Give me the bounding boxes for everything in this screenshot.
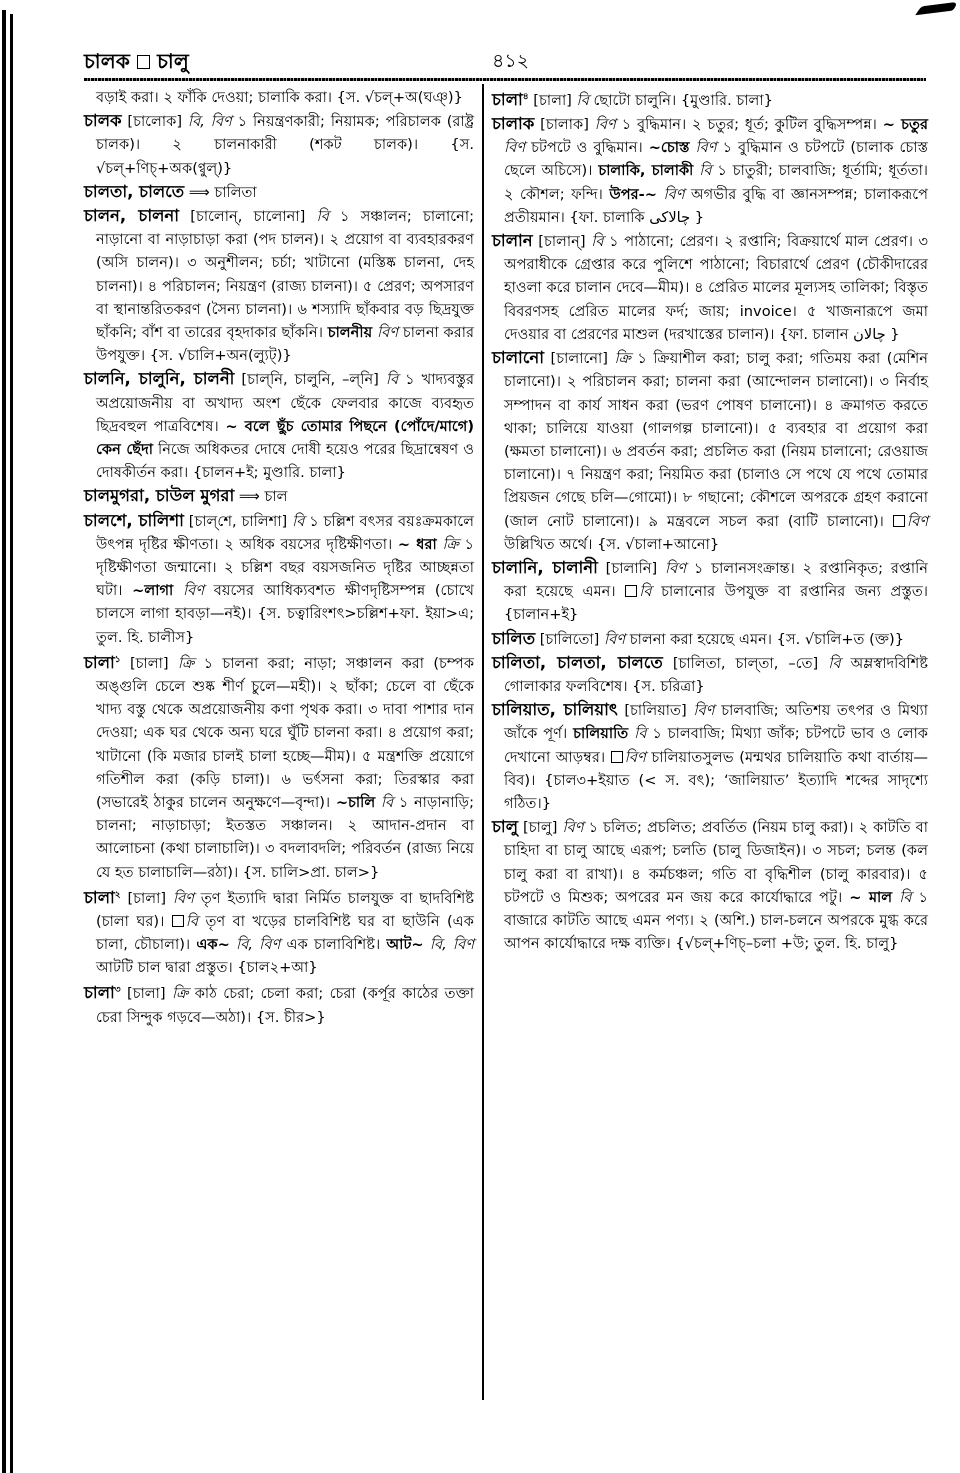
definition: চালিয়াতসুলভ (মন্মথর চালিয়াতি কথা বার্তায়—বিব)। {চাল৩+ইয়াত (< স. বৎ); ‘জালিয়াত’ ইত্যাদি শব্দের সাদৃশ্যে গঠিত।} [504, 748, 929, 812]
part-of-speech: ক্রি [177, 654, 195, 672]
pronunciation: [চালাক] [540, 116, 589, 134]
part-of-speech: বিণ [594, 116, 616, 134]
pronunciation: [চালা] [533, 91, 572, 109]
part-of-speech: বিণ [376, 324, 399, 342]
headword: চালিতা, চালতা, চালতে [492, 652, 663, 672]
left-column [84, 86, 474, 1029]
definition: ১ খাদ্যবস্তুর অপ্রয়োজনীয় বা অখাদ্য অংশ ছেঁকে ফেলবার কাজে ব্যবহৃত ছিদ্রবহুল পাত্রবিশেষ। [96, 371, 474, 435]
part-of-speech: ক্রি [614, 350, 631, 368]
definition: চালবাজি; অতিশয় তৎপর ও মিথ্যা জাঁকে পূর্ণ। [504, 702, 929, 743]
definition: নিজে অধিকতর দোষে দোষী হয়েও পরের ছিদ্রান্বেষণ ও দোষকীর্তন করা। {চালন+ই; মুণ্ডারি. চালা} [96, 441, 474, 482]
box-marker-icon [625, 585, 637, 597]
sub-entry: এক~ [196, 936, 230, 954]
definition: ১ বুদ্ধিমান ও চটপটে (চালাক চোস্ত ছেলে অচিসে)। [504, 139, 929, 180]
definition: ছোটো চালুনি। {মুণ্ডারি. চালা} [593, 91, 773, 109]
column-divider [482, 84, 484, 1400]
part-of-speech: বি [639, 583, 652, 601]
dictionary-entry [84, 884, 474, 980]
definition: ⟹ চাল [238, 488, 288, 506]
definition: চালানোর উপযুক্ত বা রপ্তানির জন্য প্রস্তুত। {চালান+ই} [504, 583, 929, 624]
definition: এক চালাবিশিষ্ট। [286, 936, 381, 954]
definition: ১ চাতুরী; চালবাজি; ধূর্তামি; ধূর্ততা। ২ কৌশল; ফন্দি। [504, 162, 929, 203]
homonym-number: ৪ [522, 92, 529, 102]
definition: কাঠ চেরা; চেলা করা; চেরা (কর্পূর কাঠের তক্তা চেরা সিন্দুক গড়বে—অঠা)। {স. চীর>} [96, 985, 475, 1026]
definition: ১ নিয়ন্ত্রণকারী; নিয়ামক; পরিচালক (রাষ্ট্র চালক)। ২ চালনাকারী (শকট চালক)। {স. √চল্‌+ণিচ্‌+অক(ণ্বুল্‌)} [96, 113, 474, 177]
dictionary-entry [492, 651, 928, 698]
headword: চালশে, চালিশা [84, 510, 184, 530]
pronunciation: [চালান্‌] [538, 233, 586, 251]
headword: চালা [492, 89, 523, 109]
dictionary-entry [492, 627, 928, 651]
part-of-speech: বি [185, 912, 199, 930]
guide-word-first: চালক [84, 49, 131, 73]
sub-entry: ~ চতুর [882, 116, 929, 134]
definition: ১ চালানসংক্রান্ত। ২ রপ্তানিকৃত; রপ্তানি করা হয়েছে এমন। [504, 559, 929, 601]
part-of-speech: বি [634, 725, 647, 743]
dictionary-entry [492, 112, 928, 229]
part-of-speech: বিণ [695, 139, 717, 157]
part-of-speech: বি [699, 162, 712, 180]
part-of-speech: বিণ [624, 748, 646, 766]
part-of-speech: বি [292, 512, 305, 530]
dictionary-entry [84, 367, 474, 484]
dictionary-entry [492, 815, 928, 955]
pronunciation: [চালু] [523, 819, 558, 837]
sub-entry: ~লাগা [132, 582, 174, 600]
dictionary-entry [492, 86, 928, 112]
box-marker-icon [893, 515, 905, 527]
dictionary-entry [492, 556, 928, 627]
headword: চালানো [492, 348, 545, 368]
guide-words [84, 47, 189, 80]
guide-separator-box [137, 55, 150, 69]
pronunciation: [চালোন্‌, চালোনা] [190, 208, 306, 226]
pronunciation: [চালানি] [605, 559, 658, 577]
definition: ১ দৃষ্টিক্ষীণতা জন্মানো। ২ চল্লিশ বছর বয়সজনিত দৃষ্টির আচ্ছন্নতা ঘটা। [96, 535, 475, 600]
pronunciation: [চাল্‌শে, চালিশা] [188, 512, 288, 530]
page-header [84, 45, 934, 75]
part-of-speech: বি [576, 91, 589, 109]
headword: চালু [492, 817, 518, 837]
definition: উল্লিখিত অর্থে। {স. √চালা+আনো} [504, 535, 720, 553]
pronunciation: [চালিয়াত] [624, 702, 687, 720]
page-binding-edge-inner [10, 14, 13, 1473]
dictionary-entry [492, 346, 928, 556]
definition: চালনা করার উপযুক্ত। {স. √চালি+অন(ল্যুট্‌)} [96, 324, 475, 365]
pronunciation: [চাল্‌নি, চালুনি, –ল্‌নি] [241, 371, 379, 389]
part-of-speech: বি [899, 888, 912, 906]
guide-word-last: চালু [157, 49, 189, 73]
entry-text: বড়াই করা। ২ ফাঁকি দেওয়া; চালাকি করা। {স. √চল্‌+অ(ঘঞ্‌)} [96, 89, 463, 106]
sub-entry: আট~ [386, 936, 424, 954]
headword: চালা [84, 652, 115, 672]
definition: তৃণ ইত্যাদি দ্বারা নির্মিত চালযুক্ত বা ছাদবিশিষ্ট (চালা ঘর)। [96, 889, 475, 930]
headword: চালাক [492, 114, 535, 134]
dictionary-entry [492, 229, 928, 346]
homonym-number: ১ [114, 654, 121, 665]
headword: চালতা, চালতে [84, 181, 185, 201]
definition: ১ বুদ্ধিমান। ২ চতুর; ধূর্ত; কুটিল বুদ্ধিসম্পন্ন। [621, 116, 877, 134]
headword: চালানি, চালানী [492, 557, 598, 577]
part-of-speech: বিণ [562, 819, 584, 837]
headword: চালিয়াত, চালিয়াৎ [492, 700, 618, 720]
part-of-speech: বি [380, 793, 394, 811]
part-of-speech: বিণ [182, 582, 205, 600]
sub-entry: চালনীয় [327, 324, 373, 342]
headword: চালমুগরা, চাউল মুগরা [84, 486, 235, 506]
dictionary-entry [84, 509, 474, 649]
definition: ১ ক্রিয়াশীল করা; চালু করা; গতিময় করা (মেশিন চালানো)। ২ পরিচালন করা; চালনা করা (আন্দোলন চালানো)। ৩ নির্বাহ সম্পাদন বা কার্য সাধন করা (ভরণ পোষণ চালানো)। ৪ ক্রমাগত করতে থাকা; চালিয়ে যাওয়া (গালগল্প চালানো)। ৫ ব্যবহার বা প্রয়োগ করা (ক্ষমতা চালানো)। ৬ প্রবর্তন করা; প্রচলিত করা (নিয়ম চালানো; রেওয়াজ চালানো)। ৭ নিয়ন্ত্রণ করা; নিয়মিত করা (চালাও সে পথে যে পথে তোমার প্রিয়জন গেছে চলি—গোমো)। ৮ গছানো; কৌশলে অপরকে গ্রহণ করানো (জাল নোট চালানো)। ৯ মন্ত্রবলে সচল করা (বাটি চালানো)। [504, 350, 929, 530]
dictionary-entry [84, 649, 474, 884]
dictionary-entry [84, 180, 474, 204]
part-of-speech: বি [316, 208, 329, 226]
definition: ১ চলিত; প্রচলিত; প্রবর্তিত (নিয়ম চালু করা)। ২ কাটতি বা চাহিদা বা চালু আছে এরূপ; চলতি (চালু ডিজাইন)। ৩ সচল; চলন্ত (কল চালু করা বা রাখা)। ৪ কর্মচঞ্চল; গতি বা বৃদ্ধিশীল (চালু কারবার)। ৫ চটপটে ও মিশুক; অপরের মন জয় করে কার্যোদ্ধারে পটু। [504, 819, 929, 906]
homonym-number: ২ [114, 889, 121, 900]
part-of-speech: বি, বিণ [236, 936, 281, 954]
scan-corner-mark [915, 2, 959, 16]
pronunciation: [চালিতো] [539, 630, 600, 648]
headword: চালান [492, 231, 533, 251]
part-of-speech: বিণ [693, 702, 715, 720]
part-of-speech: বিণ [504, 139, 526, 157]
pronunciation: [চালোক] [127, 113, 183, 131]
definition: ১ চালবাজি; মিথ্যা জাঁক; চটপটে ভাব ও লোক দেখানো আড়ম্বর। [504, 725, 929, 766]
headword: চালা [84, 983, 115, 1003]
part-of-speech: ক্রি [171, 985, 189, 1003]
box-marker-icon [172, 915, 184, 927]
headword: চালক [84, 111, 122, 131]
definition: অগভীর বুদ্ধি বা জ্ঞানসম্পন্ন; চালাকরূপে প্রতীয়মান। {ফা. চালাকি چالاکی } [504, 185, 929, 226]
header-rule [84, 78, 926, 81]
sub-entry: উপর-~ [609, 185, 657, 203]
entry-continuation [84, 86, 474, 109]
part-of-speech: বি [591, 233, 604, 251]
page-number: ৪১২ [492, 50, 530, 72]
headword: চালা [84, 887, 115, 907]
pronunciation: [চালা] [127, 985, 166, 1003]
homonym-number: ৩ [114, 985, 121, 996]
right-column [492, 86, 928, 955]
part-of-speech: বি, বিণ [429, 936, 475, 954]
headword: চালিত [492, 628, 536, 648]
pronunciation: [চালা] [129, 654, 169, 672]
sub-entry: ~চালি [335, 793, 376, 811]
sub-entry: চালাকি, চালাকী [598, 162, 694, 180]
box-marker-icon [611, 751, 623, 763]
dictionary-entry [84, 109, 474, 180]
part-of-speech: ক্রি [442, 535, 459, 553]
part-of-speech: বি, বিণ [187, 113, 232, 131]
definition: বয়সের আধিক্যবশত ক্ষীণদৃষ্টিসম্পন্ন (চোখে চালসে লাগা হাবড়া—নই)। {স. চত্বারিংশৎ>চল্লিশ+ফা. ইয়া>এ; তুল. হি. চালীস} [96, 582, 475, 646]
definition: ১ চল্লিশ বৎসর বয়ঃক্রমকালে উৎপন্ন দৃষ্টির ক্ষীণতা। ২ অধিক বয়সের দৃষ্টিক্ষীণতা। [96, 512, 475, 553]
pronunciation: [চালা] [127, 889, 167, 907]
definition: আটটি চাল দ্বারা প্রস্তুত। {চাল২+আ} [96, 959, 318, 977]
headword: চালনি, চালুনি, চালনী [84, 369, 235, 389]
part-of-speech: বি [385, 371, 399, 389]
definition: ১ সঞ্চালন; চালানো; নাড়ানো বা নাড়াচাড়া করা (পদ চালন)। ২ প্রয়োগ বা ব্যবহারকরণ (অসি চালন)। ৩ অনুশীলন; চর্চা; খাটানো (মস্তিষ্ক চালনা, দেহ চালনা)। ৪ পরিচালন; নিয়ন্ত্রণ (রাজ্য চালনা)। ৫ প্রেরণ; অপসারণ বা স্থানান্তরিতকরণ (সৈন্য চালনা)। ৬ শস্যাদি ছাঁকবার বড় ছিদ্রযুক্ত ছাঁকনি; বাঁশ বা তারের বৃহদাকার ছাঁকনি। [96, 208, 474, 342]
definition: চটপটে ও বুদ্ধিমান। [531, 139, 643, 157]
definition: ⟹ চালিতা [188, 183, 257, 201]
pronunciation: [চালানো] [550, 350, 608, 368]
definition: ১ নাড়ানাড়ি; চালনা; নাড়াচাড়া; ইতস্তত সঞ্চালন। ২ আদান-প্রদান বা আলোচনা (কথা চালাচালি)। ৩ বদলাবদলি; পরিবর্তন (রাজ্য নিয়ে যে হত চালাচালি—রঠা)। {স. চালি>প্রা. চাল>} [96, 793, 474, 881]
definition: ১ চালনা করা; নাড়া; সঞ্চালন করা (চম্পক অঙ্গুলি চেলে শুষ্ক শীর্ণ চুলে—মহী)। ২ ছাঁকা; চেলে বা ছেঁকে খাদ্য বস্তু থেকে অপ্রয়োজনীয় কণা পৃথক করা। ৩ দাবা পাশার দান দেওয়া; এক ঘর থেকে অন্য ঘরে ঘুঁটি চালনা করা। ৪ প্রয়োগ করা; খাটানো (কি মজার চালই চালা হচ্ছে—মীম)। ৫ মন্ত্রশক্তি প্রয়োগে গতিশীল করা (কড়ি চালা)। ৬ ভর্ৎসনা করা; তিরস্কার করা (সভারেই ঠাকুর চালেন অনুক্ষণে—বৃন্দা)। [96, 654, 475, 811]
sub-entry: ~ মাল [849, 888, 893, 906]
dictionary-entry [84, 979, 474, 1028]
part-of-speech: বিণ [663, 185, 685, 203]
dictionary-entry [492, 698, 928, 815]
sub-entry: ~ বলে ছুঁচ তোমার পিছনে (পোঁদে/মাগে) কেন ছেঁদা [96, 417, 475, 459]
dictionary-entry [84, 204, 474, 367]
dictionary-entry [84, 484, 474, 508]
page-binding-edge [2, 10, 6, 1473]
part-of-speech: বি [828, 654, 841, 672]
sub-entry: ~চোস্ত [648, 139, 690, 157]
pronunciation: [চালিতা, চাল্‌তা, –তে] [672, 654, 819, 672]
part-of-speech: বিণ [603, 630, 626, 648]
part-of-speech: বিণ [906, 512, 929, 530]
definition: অম্লস্বাদবিশিষ্ট গোলাকার ফলবিশেষ। {স. চরিত্রা} [504, 654, 929, 695]
part-of-speech: বিণ [664, 559, 687, 577]
sub-entry: ~ ধরা [397, 535, 437, 553]
definition: তৃণ বা খড়ের চালবিশিষ্ট ঘর বা ছাউনি (এক চালা, চৌচালা)। [96, 912, 474, 954]
definition: চালনা করা হয়েছে এমন। {স. √চালি+ত (ক্ত)} [629, 630, 904, 648]
part-of-speech: বিণ [172, 889, 194, 907]
sub-entry: চালিয়াতি [573, 725, 629, 743]
headword: চালন, চালনা [84, 206, 180, 226]
definition: ১ বাজারে কাটতি আছে এমন পণ্য। ২ (অশি.) চাল-চলনে অপরকে মুগ্ধ করে আপন কার্যোদ্ধারে দক্ষ ব্যক্তি। {√চল্‌+ণিচ্‌–চলা +উ; তুল. হি. চালু} [504, 888, 928, 953]
definition: ১ পাঠানো; প্রেরণ। ২ রপ্তানি; বিক্রয়ার্থে মাল প্রেরণ। ৩ অপরাধীকে গ্রেপ্তার করে পুলিশে পাঠানো; বিচারার্থে প্রেরণ (চৌকীদারের হাওলা করে চালান দেবে—মীম)। ৪ প্রেরিত মালের মূল্যসহ তালিকা; বিস্তৃত বিবরণসহ প্রেরিত মালের ফর্দ; জায়; invoice। ৫ খাজনারূপে জমা দেওয়ার বা প্রেরণের মাশুল (দরখাস্তের চালান)। {ফা. চালান چالان } [504, 233, 929, 343]
